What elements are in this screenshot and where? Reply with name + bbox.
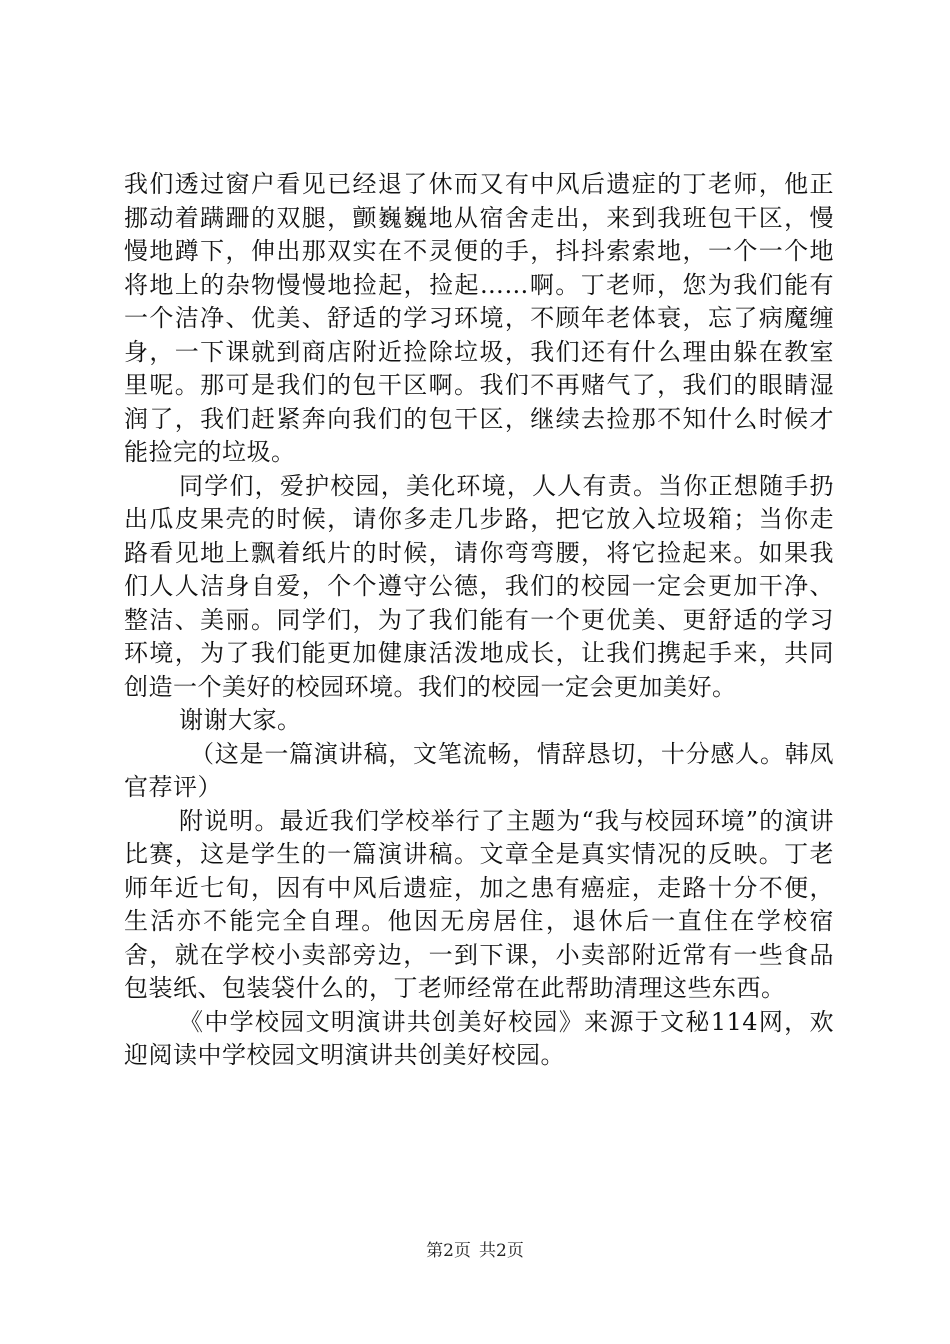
page-number-total: 共2页 bbox=[479, 1241, 524, 1261]
paragraph-thanks: 谢谢大家。 bbox=[179, 706, 302, 734]
page-number-current: 第2页 bbox=[426, 1241, 471, 1261]
paragraph-source: 《中学校园文明演讲共创美好校园》来源于文秘114网，欢迎阅读中学校园文明演讲共创美好校园。 bbox=[124, 1007, 834, 1069]
paragraph-ding-teacher: 我们透过窗户看见已经退了休而又有中风后遗症的丁老师，他正挪动着蹒跚的双腿，颤巍巍地从宿舍走出，来到我班包干区，慢慢地蹲下，伸出那双实在不灵便的手，抖抖索索地，一个一个地将地上的杂物慢慢地捡起，捡起……啊。丁老师，您为我们能有一个洁净、优美、舒适的学习环境，不顾年老体衰，忘了病魔缠身，一下课就到商店附近捡除垃圾，我们还有什么理由躲在教室里呢。那可是我们的包干区啊。我们不再赌气了，我们的眼睛湿润了，我们赶紧奔向我们的包干区，继续去捡那不知什么时候才能捡完的垃圾。 bbox=[124, 170, 834, 466]
paragraph-appendix-note: 附说明。最近我们学校举行了主题为“我与校园环境”的演讲比赛，这是学生的一篇演讲稿。文章全是真实情况的反映。丁老师年近七旬，因有中风后遗症，加之患有癌症，走路十分不便，生活亦不能完全自理。他因无房居住，退休后一直住在学校宿舍，就在学校小卖部旁边，一到下课，小卖部附近常有一些食品包装纸、包装袋什么的，丁老师经常在此帮助清理这些东西。 bbox=[124, 806, 834, 1002]
document-body bbox=[124, 168, 834, 1073]
page-footer bbox=[0, 1240, 950, 1262]
paragraph-review-note: （这是一篇演讲稿，文笔流畅，情辞恳切，十分感人。韩凤官荐评） bbox=[124, 739, 834, 801]
paragraph-call-to-action: 同学们，爱护校园，美化环境，人人有责。当你正想随手扔出瓜皮果壳的时候，请你多走几步路，把它放入垃圾箱；当你走路看见地上飘着纸片的时候，请你弯弯腰，将它捡起来。如果我们人人洁身自爱，个个遵守公德，我们的校园一定会更加干净、整洁、美丽。同学们，为了我们能有一个更优美、更舒适的学习环境，为了我们能更加健康活泼地成长，让我们携起手来，共同创造一个美好的校园环境。我们的校园一定会更加美好。 bbox=[124, 471, 834, 701]
